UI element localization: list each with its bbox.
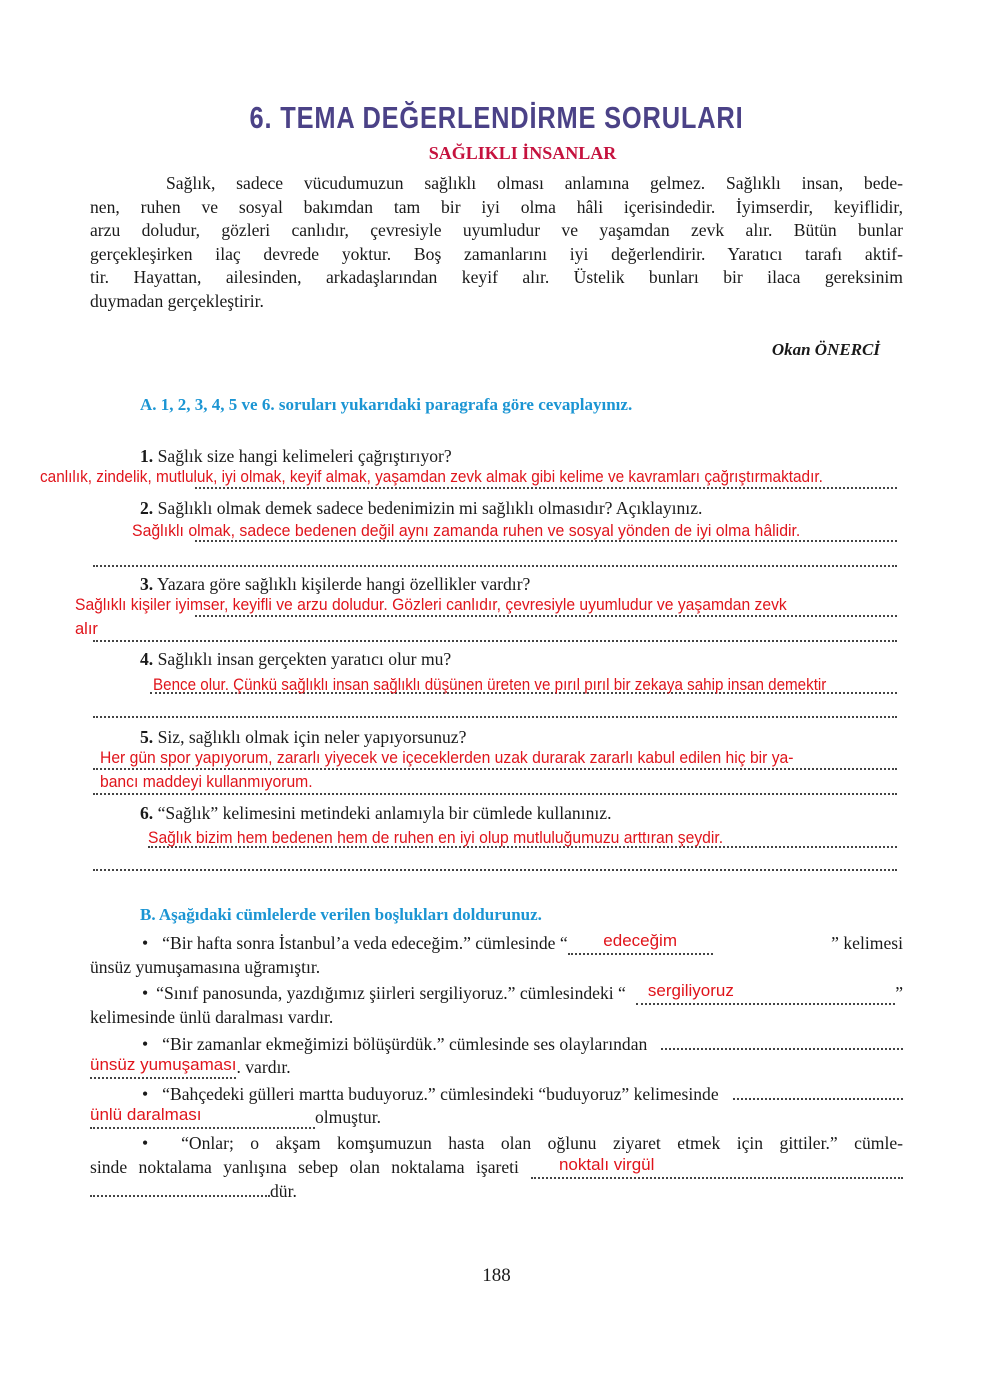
answer-line [93, 640, 897, 642]
author: Okan ÖNERCİ [771, 340, 880, 359]
section-a-heading: A. 1, 2, 3, 4, 5 ve 6. soruları yukarıdaki paragrafa göre cevaplayınız. [140, 395, 633, 414]
paragraph-line: tir. Hayattan, ailesinden, arkadaşlarından keyif alır. Üstelik bunları bir ilaca gereksinim [90, 267, 903, 287]
answer-3: Sağlıklı kişiler iyimser, keyifli ve arzu doludur. Gözleri canlıdır, çevresiyle uyumludur ve yaşamdan zevk [75, 596, 787, 614]
blank-4 [733, 1082, 903, 1100]
answer-5: Her gün spor yapıyorum, zararlı yiyecek ve içeceklerden uzak durarak zararlı kabul edilen hiç bir ya- [100, 749, 794, 767]
paragraph-line: nen, ruhen ve sosyal bakımdan tam bir iyi olma hâli içerisindedir. İyimserdir, keyiflidir, [90, 197, 903, 217]
bullet: • [142, 1133, 149, 1153]
fill-item-4: • “Bahçedeki gülleri martta buduyoruz.” cümlesindeki “buduyoruz” kelimesinde [90, 1082, 903, 1106]
bullet: • [142, 933, 149, 953]
blank-5: noktalı virgül [531, 1155, 903, 1179]
reading-title: SAĞLIKLI İNSANLAR [428, 143, 617, 163]
fill-item-5-line2: sinde noktalama yanlışına sebep olan noktalama işareti noktalı virgül [90, 1155, 903, 1179]
answer-3-cont: alır [75, 620, 98, 638]
answer-line [195, 487, 897, 489]
answer-line [93, 768, 897, 770]
paragraph-line: gerçekleşirken ilaç devrede yoktur. Boş zamanlarını iyi değerlendirir. Yaratıcı tarafı aktif- [90, 244, 903, 264]
question-6: 6. “Sağlık” kelimesini metindeki anlamıyla bir cümlede kullanınız. [140, 803, 612, 823]
answer-6: Sağlık bizim hem bedenen hem de ruhen en iyi olup mutluluğumuzu arttıran şeydir. [148, 829, 724, 847]
bullet: • [142, 1084, 149, 1104]
fill-item-1-line2: ünsüz yumuşamasına uğramıştır. [90, 957, 321, 977]
answer-5-cont: bancı maddeyi kullanmıyorum. [100, 773, 313, 791]
fill-item-3: • “Bir zamanlar ekmeğimizi bölüşürdük.” cümlesinde ses olaylarından [90, 1032, 903, 1056]
question-3: 3. Yazara göre sağlıklı kişilerde hangi özellikler vardır? [140, 574, 531, 594]
question-1: 1. Sağlık size hangi kelimeleri çağrıştırıyor? [140, 446, 452, 466]
page-number: 188 [482, 1265, 511, 1286]
fill-item-2-line2: kelimesinde ünlü daralması vardır. [90, 1007, 334, 1027]
answer-1: canlılık, zindelik, mutluluk, iyi olmak, keyif almak, yaşamdan zevk almak gibi kelime ve kavramları çağrıştırmaktadır. [40, 468, 823, 486]
section-b-heading: B. Aşağıdaki cümlelerde verilen boşlukları doldurunuz. [140, 905, 542, 924]
question-5: 5. Siz, sağlıklı olmak için neler yapıyorsunuz? [140, 727, 467, 747]
bullet: • [142, 1034, 149, 1054]
answer-2: Sağlıklı olmak, sadece bedenen değil aynı zamanda ruhen ve sosyal yönden de iyi olma hâlidir. [132, 522, 801, 540]
question-4: 4. Sağlıklı insan gerçekten yaratıcı olur mu? [140, 649, 452, 669]
paragraph-line: arzu doludur, gözleri canlıdır, çevresiyle uyumludur ve yaşamdan zevk alır. Bütün bunlar [90, 220, 903, 240]
blank-2: sergiliyoruz [636, 981, 895, 1005]
answer-line [93, 716, 897, 718]
answer-4: Bence olur. Çünkü sağlıklı insan sağlıklı düşünen üreten ve pırıl pırıl bir zekaya sahip insan demektir [153, 676, 827, 694]
paragraph-line: duymadan gerçekleştirir. [90, 291, 264, 311]
blank-3 [661, 1032, 903, 1050]
answer-line [93, 869, 897, 871]
fill-item-5-line3: dür. [90, 1179, 903, 1203]
fill-item-1: • “Bir hafta sonra İstanbul’a veda edeceğim.” cümlesinde “ edeceğim ” kelimesi [142, 931, 903, 953]
fill-item-5: • “Onlar; o akşam komşumuzun hasta olan oğlunu ziyaret etmek için gittiler.” cümle- [142, 1133, 903, 1153]
answer-line [195, 615, 897, 617]
fill-item-3-line2: ünsüz yumuşaması . vardır. [90, 1055, 291, 1077]
answer-line [93, 793, 897, 795]
paragraph-line: Sağlık, sadece vücudumuzun sağlıklı olması anlamına gelmez. Sağlıklı insan, bede- [166, 173, 903, 193]
fill-item-4-line2: ünlü daralması olmuştur. [90, 1105, 381, 1127]
page-title: 6. TEMA DEĞERLENDİRME SORULARI [249, 100, 744, 135]
answer-line [93, 565, 897, 567]
fill-item-2: • “Sınıf panosunda, yazdığımız şiirleri sergiliyoruz.” cümlesindeki “ sergiliyoruz ” [142, 981, 903, 1003]
bullet: • [142, 983, 149, 1003]
question-2: 2. Sağlıklı olmak demek sadece bedenimizin mi sağlıklı olmasıdır? Açıklayınız. [140, 498, 703, 518]
blank-1: edeceğim [568, 931, 713, 955]
